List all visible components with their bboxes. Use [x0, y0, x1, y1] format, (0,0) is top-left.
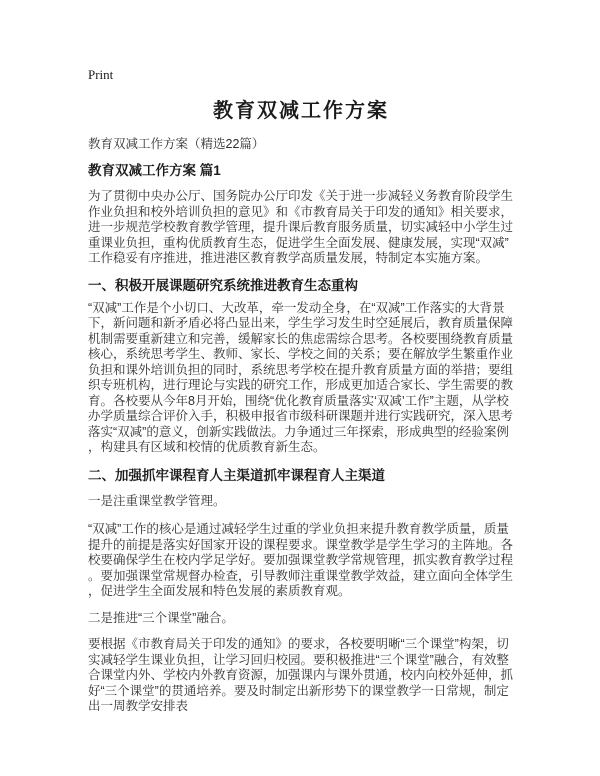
section2-point2-paragraph: 要根据《市教育局关于印发的通知》的要求，各校要明晰“三个课堂”构架，切实减轻学生课业负担，让学习回归校园。要积极推进“三个课堂”融合，有效整合课堂内外、学校内外教育资源，加强课内与课外贯通，校内向校外延伸，抓好“三个课堂”的贯通培养。要及时制定出新形势下的课堂教学一日常规，制定出一周教学安排表: [88, 637, 514, 713]
print-link[interactable]: Print: [88, 67, 114, 82]
document-title: 教育双减工作方案: [213, 100, 389, 122]
section2-point2-title: 二是推进“三个课堂”融合。: [88, 610, 234, 625]
print-row: [0, 0, 600, 82]
document-subtitle: 教育双减工作方案（精选22篇）: [88, 137, 265, 151]
intro-paragraph: 为了贯彻中央办公厅、国务院办公厅印发《关于进一步减轻义务教育阶段学生作业负担和校外培训负担的意见》和《市教育局关于印发的通知》相关要求，进一步规范学校教育教学管理，提升课后教育服务质量，切实减轻中小学生过重课业负担，重构优质教育生态，促进学生全面发展、健康发展，实现“双减”工作稳妥有序推进，推进港区教育教学高质量发展，特制定本实施方案。: [88, 189, 514, 265]
section1-heading: 一、积极开展课题研究系统推进教育生态重构: [88, 277, 358, 293]
document-content: [88, 99, 514, 715]
section1-paragraph: “双减”工作是个小切口、大改革，牵一发动全身，在“双减”工作落实的大背景下，新问题和新矛盾必将凸显出来，学生学习发生时空延展后，教育质量保障机制需要重新建立和完善，缓解家长的焦虑需综合思考。各校要围绕教育质量核心，系统思考学生、教师、家长、学校之间的关系；要在解放学生繁重作业负担和课外培训负担的同时，系统思考学校在提升教育质量方面的举措；要组织专班机构，进行理论与实践的研究工作，形成更加适合家长、学生需要的教育。各校要从今年8月开始，围绕“优化教育质量落实‘双减’工作”主题，从学校办学质量综合评价入手，积极申报省市级科研课题并进行实践研究，深入思考落实“双减”的意义，创新实践做法。力争通过三年探索，形成典型的经验案例，构建具有区域和校情的优质教育新生态。: [88, 300, 514, 454]
section2-heading: 二、加强抓牢课程育人主渠道抓牢课程育人主渠道: [88, 467, 385, 483]
article-section-title: 教育双减工作方案 篇1: [88, 163, 221, 178]
section2-point1-paragraph: “双减”工作的核心是通过减轻学生过重的学业负担来提升教育教学质量，质量提升的前提是落实好国家开设的课程要求。课堂教学是学生学习的主阵地。各校要确保学生在校内学足学好。要加强课堂教学常规管理，抓实教育教学过程。要加强课堂常规督办检查，引导教师注重课堂教学效益，建立面向全体学生，促进学生全面发展和特色发展的素质教育观。: [88, 522, 514, 598]
section2-point1-title: 一是注重课堂教学管理。: [88, 493, 226, 508]
